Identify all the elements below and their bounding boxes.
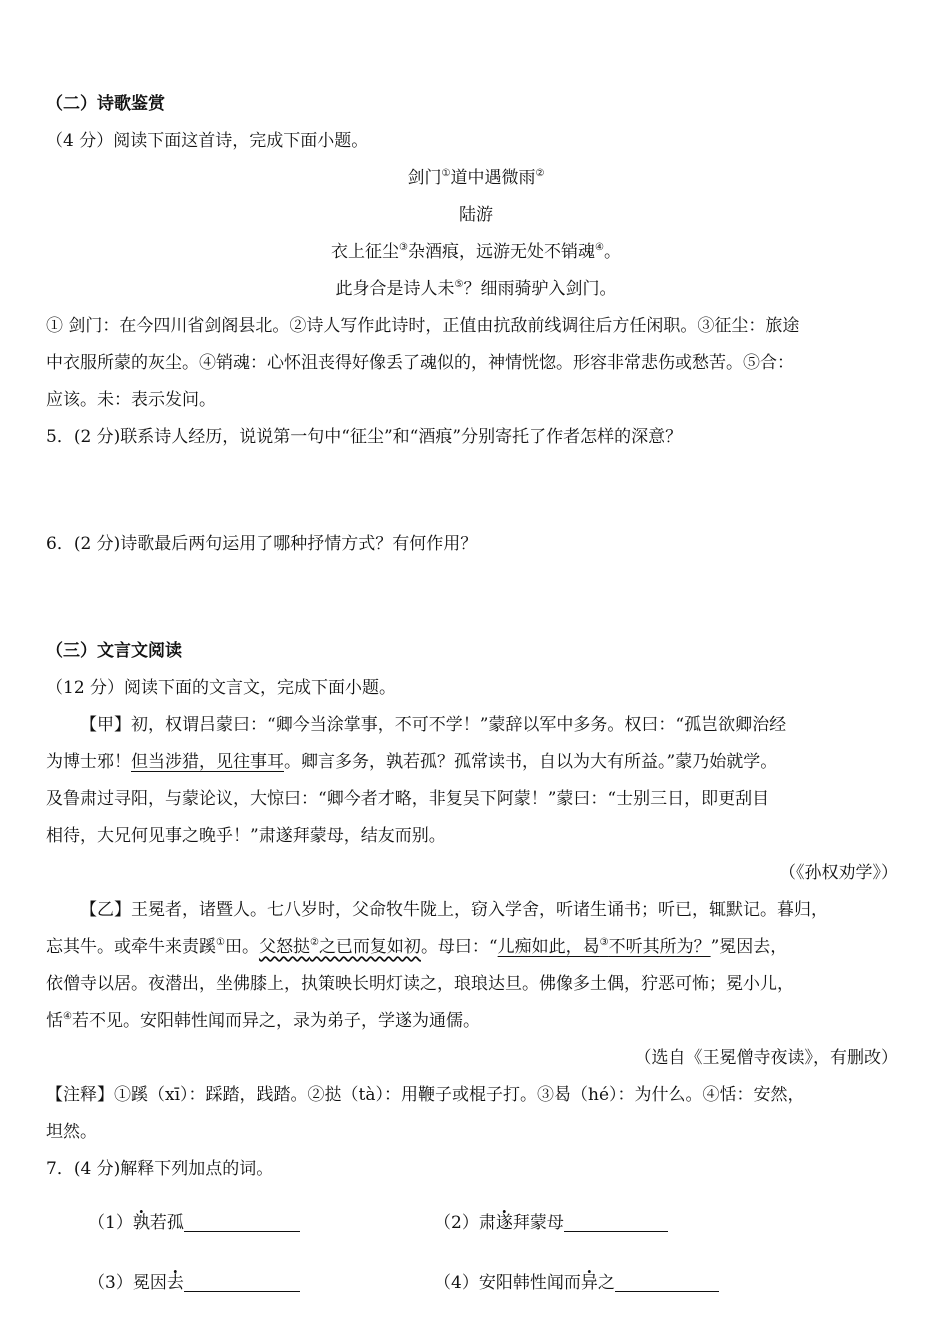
poem-line-2 [46, 271, 906, 308]
passage-text: 忘其牛。或牵牛来责蹊 [46, 937, 216, 957]
answer-blank[interactable] [184, 1209, 300, 1232]
passage-yi-line: 依僧寺以居。夜潜出，坐佛膝上，执策映长明灯读之，琅琅达旦。佛像多土偶，狞恶可怖；冕小儿， [46, 974, 794, 994]
item-text: 若孤 [149, 1213, 184, 1233]
section3-intro: （12 分）阅读下面的文言文，完成下面小题。 [46, 678, 397, 698]
underlined-sentence [498, 937, 711, 957]
note-marker: ④ [595, 242, 604, 253]
dotted-word: 孰 [132, 1213, 150, 1233]
passage-text: 恬 [46, 1011, 63, 1031]
item-text: 拜蒙母 [512, 1213, 564, 1233]
passage-jia-line: 【甲】初，权谓吕蒙曰：“卿今当涂掌事，不可不学！”蒙辞以军中多务。权曰：“孤岂欲卿治经 [80, 715, 787, 735]
passage-text: ”冕因去， [710, 937, 788, 957]
poem-notes-line: ① 剑门：在今四川省剑阁县北。②诗人写作此诗时，正值由抗敌前线调往后方任闲职。③征尘：旅途 [46, 316, 800, 336]
note-marker: ① [216, 937, 225, 948]
passage-text: 若不见。安阳韩性闻而异之，录为弟子，学遂为通儒。 [71, 1011, 480, 1031]
note-marker: ⑤ [454, 279, 464, 290]
passage-jia-line [46, 744, 906, 781]
passage-yi-line [46, 929, 906, 966]
poem-text: 此身合是诗人未 [335, 279, 455, 299]
question-7-item-1 [88, 1208, 300, 1238]
item-number: （1） [88, 1213, 133, 1233]
passage-text: 田。 [224, 937, 259, 957]
note-marker: ① [441, 168, 451, 179]
poem-text: 。 [603, 242, 621, 262]
poem-notes-line: 中衣服所蒙的灰尘。④销魂：心怀沮丧得好像丢了魂似的，神情恍惚。形容非常悲伤或愁苦。⑤合： [46, 353, 794, 373]
note-marker: ② [309, 937, 319, 948]
item-number: （2） [434, 1213, 479, 1233]
passage-yi-line: 【乙】王冕者，诸暨人。七八岁时，父命牧牛陇上，窃入学舍，听诸生诵书；听已，辄默记。暮归， [80, 900, 828, 920]
poem-notes-line: 应该。未：表示发问。 [46, 390, 216, 410]
passage-text: 。卿言多务，孰若孤？孤常读书，自以为大有所益。”蒙乃始就学。 [284, 752, 778, 772]
answer-space [46, 563, 906, 633]
note-marker: ③ [399, 242, 408, 253]
question-7-row [46, 1194, 906, 1248]
passage-jia-source: （《孙权劝学》） [779, 863, 898, 883]
dotted-word: 异 [580, 1273, 598, 1293]
poem-title-part: 剑门 [407, 168, 442, 188]
poem-text: 衣上征尘 [331, 242, 400, 262]
answer-space [46, 456, 906, 526]
section2-intro: （4 分）阅读下面这首诗，完成下面小题。 [46, 131, 369, 151]
poem-author: 陆游 [459, 205, 493, 225]
poem-text: 杂酒痕，远游无处不销魂 [408, 242, 595, 262]
answer-blank[interactable] [564, 1209, 668, 1232]
section2-heading: （二）诗歌鉴赏 [46, 94, 165, 114]
note-marker: ③ [599, 937, 609, 948]
dotted-word: 遂 [495, 1213, 513, 1233]
poem-line-1 [46, 234, 906, 271]
answer-blank[interactable] [615, 1269, 719, 1292]
section3-heading: （三）文言文阅读 [46, 641, 182, 661]
annotation-line: 坦然。 [46, 1122, 97, 1142]
note-marker: ② [535, 168, 545, 179]
question-7-row [46, 1254, 906, 1308]
passage-jia-line: 相待，大兄何见事之晚乎！”肃遂拜蒙母，结友而别。 [46, 826, 446, 846]
question-7-item-3 [88, 1268, 300, 1298]
passage-text: 为博士邪！ [46, 752, 131, 772]
underlined-sentence: 但当涉猎，见往事耳 [131, 752, 284, 772]
item-text: 之 [597, 1273, 615, 1293]
item-text: 安阳韩性闻而 [478, 1273, 581, 1293]
wavy-underlined-sentence [259, 937, 421, 957]
passage-text: 儿痴如此，曷 [497, 937, 600, 957]
note-marker: ④ [63, 1011, 72, 1022]
poem-text: ？细雨骑驴入剑门。 [463, 279, 617, 299]
document-page [46, 86, 906, 1308]
question-7-item-2 [434, 1208, 668, 1238]
poem-title-part: 道中遇微雨 [450, 168, 536, 188]
question-5: 5．(2 分)联系诗人经历，说说第一句中“征尘”和“酒痕”分别寄托了作者怎样的深意？ [46, 427, 683, 447]
item-number: （3） [88, 1273, 133, 1293]
passage-text: 。母曰：“ [420, 937, 498, 957]
passage-text: 父怒挞 [258, 937, 310, 957]
passage-yi-line [46, 1003, 906, 1040]
passage-text: 之已而复如初 [318, 937, 421, 957]
annotation-line: 【注释】①蹊（xī）：踩踏，践踏。②挞（tà）：用鞭子或棍子打。③曷（hé）：为什么。④恬：安然， [46, 1085, 805, 1105]
question-7-item-4 [434, 1268, 719, 1298]
question-7: 7．(4 分)解释下列加点的词。 [46, 1159, 274, 1179]
question-6: 6．(2 分)诗歌最后两句运用了哪种抒情方式？有何作用？ [46, 534, 478, 554]
item-number: （4） [434, 1273, 479, 1293]
answer-blank[interactable] [184, 1269, 300, 1292]
poem-title [46, 160, 906, 197]
passage-yi-source: （选自《王冕僧寺夜读》，有删改） [634, 1048, 898, 1068]
item-text: 冕因 [132, 1273, 167, 1293]
dotted-word: 去 [166, 1273, 184, 1293]
passage-text: 不听其所为？ [608, 937, 711, 957]
item-text: 肃 [478, 1213, 496, 1233]
passage-jia-line: 及鲁肃过寻阳，与蒙论议，大惊曰：“卿今者才略，非复吴下阿蒙！”蒙曰：“士别三日，即更刮目 [46, 789, 770, 809]
